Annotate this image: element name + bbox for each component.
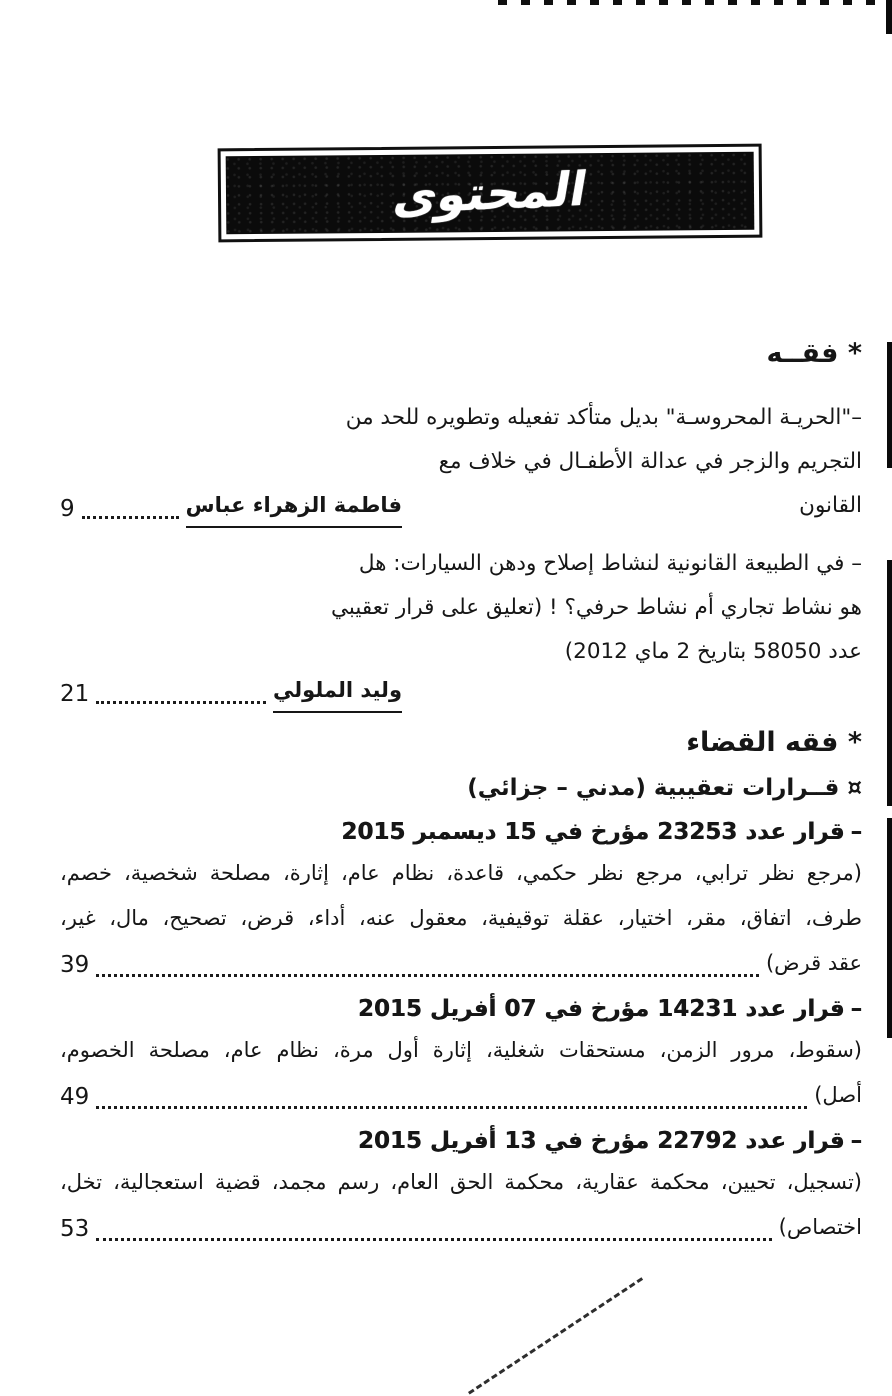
page-number: 53 — [60, 1216, 90, 1242]
page-number: 39 — [60, 952, 90, 978]
toc-entry-article-2 — [60, 542, 862, 713]
decision-title-text: قرار عدد 23253 مؤرخ في 15 ديسمبر 2015 — [341, 819, 845, 845]
author-name: وليد الملولي — [273, 670, 402, 713]
author-page-ref — [60, 670, 402, 713]
dot-leader — [96, 701, 266, 704]
entry-line: هو نشاط تجاري أم نشاط حرفي؟ ! (تعليق على قرار تعقيبي — [330, 595, 862, 620]
contents-banner — [218, 144, 763, 243]
keywords-tail: اختصاص) — [778, 1215, 862, 1239]
contents-title: المحتوى — [389, 161, 591, 225]
scan-artifact-edge-bar — [887, 560, 892, 806]
page-number: 21 — [60, 681, 90, 707]
scan-artifact-edge-bar — [887, 818, 892, 1038]
decision-keywords-line: (سقوط، مرور الزمن، مستحقات شغلية، إثارة أول مرة، نظام عام، مصلحة الخصوم، — [60, 1038, 862, 1062]
dash-marker: – — [850, 1128, 862, 1154]
entry-line: – في الطبيعة القانونية لنشاط إصلاح ودهن السيارات: هل — [358, 551, 862, 576]
dot-leader — [96, 1238, 771, 1241]
scan-artifact-edge-bar — [886, 0, 892, 34]
section-heading-fiqh-qadha: * فقه القضاء — [686, 727, 862, 758]
scan-artifact-edge-bar — [887, 342, 892, 468]
decision-page-ref — [60, 1073, 862, 1118]
author-page-ref — [60, 485, 402, 528]
entry-line: التجريم والزجر في عدالة الأطفـال في خلاف مع القانون — [438, 449, 862, 518]
toc-entry-decision-2 — [60, 994, 862, 1118]
entry-last-line-row — [60, 440, 862, 528]
author-name: فاطمة الزهراء عباس — [186, 485, 402, 528]
contents-banner-plate — [226, 152, 755, 235]
subsection-heading-cassation-decisions: ¤ قــرارات تعقيبية (مدني – جزائي) — [467, 775, 862, 801]
section-heading-fiqh: * فقــه — [766, 338, 862, 369]
toc-entry-decision-1 — [60, 817, 862, 986]
dot-leader — [82, 516, 179, 519]
toc-entry-decision-3 — [60, 1126, 862, 1250]
decision-title — [60, 994, 862, 1024]
scan-artifact-crease — [468, 1277, 643, 1394]
dash-marker: – — [850, 996, 862, 1022]
decision-title — [60, 817, 862, 847]
keywords-tail: عقد قرض) — [765, 951, 862, 975]
decision-keywords-line: (مرجع نظر ترابي، مرجع نظر حكمي، قاعدة، نظام عام، إثارة، مصلحة شخصية، خصم، — [60, 861, 862, 885]
scan-artifact-top-dashes — [498, 0, 880, 5]
toc-content — [60, 338, 862, 1250]
dot-leader — [96, 1106, 807, 1109]
decision-keywords-line: (تسجيل، تحيين، محكمة عقارية، محكمة الحق العام، رسم مجمد، قضية استعجالية، تخل، — [60, 1170, 862, 1194]
entry-line: –"الحريـة المحروسـة" بديل متأكد تفعيله وتطويره للحد من — [345, 405, 862, 430]
decision-title-text: قرار عدد 22792 مؤرخ في 13 أفريل 2015 — [357, 1128, 845, 1154]
decision-page-ref — [60, 1205, 862, 1250]
page-number: 9 — [60, 496, 75, 522]
dash-marker: – — [850, 819, 862, 845]
page-number: 49 — [60, 1084, 90, 1110]
decision-keywords-line: طرف، اتفاق، مقر، اختيار، عقلة توقيفية، معقول عنه، أداء، قرض، تصحيح، مال، غير، — [60, 906, 862, 930]
dot-leader — [96, 974, 759, 977]
toc-entry-article-1 — [60, 396, 862, 528]
decision-title — [60, 1126, 862, 1156]
decision-page-ref — [60, 941, 862, 986]
decision-title-text: قرار عدد 14231 مؤرخ في 07 أفريل 2015 — [357, 996, 845, 1022]
keywords-tail: أصل) — [814, 1083, 862, 1107]
entry-line: عدد 58050 بتاريخ 2 ماي 2012) — [564, 639, 862, 664]
entry-author-row — [60, 670, 862, 713]
